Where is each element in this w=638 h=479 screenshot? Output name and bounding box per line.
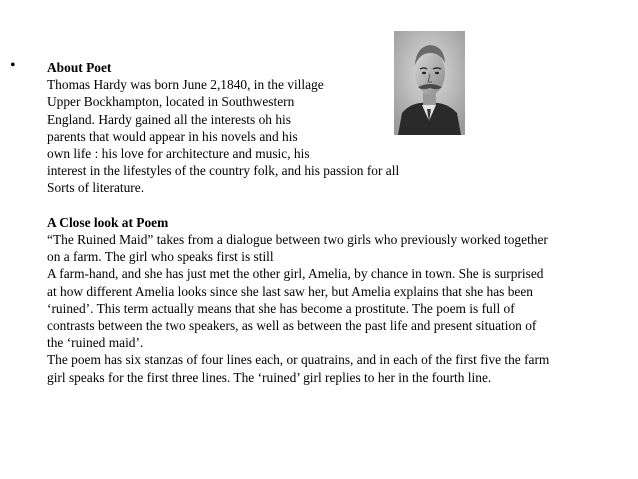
section-spacer — [47, 197, 632, 214]
poem-text-line: The poem has six stanzas of four lines each, or quatrains, and in each of the first five the farm — [47, 352, 550, 368]
poet-text-line: Thomas Hardy was born June 2,1840, in the village — [47, 77, 324, 93]
poet-text-line: England. Hardy gained all the interests oh his — [47, 111, 291, 127]
portrait-left-eye — [422, 72, 426, 74]
poet-portrait-photo — [394, 31, 465, 135]
portrait-illustration — [394, 31, 465, 135]
portrait-right-eye — [435, 72, 439, 74]
bullet-point: • — [10, 57, 16, 74]
poem-text-line: girl speaks for the first three lines. The ‘ruined’ girl replies to her in the fourth line. — [47, 369, 492, 385]
slide-content — [47, 59, 632, 386]
poet-text-line: interest in the lifestyles of the country folk, and his passion for all — [47, 163, 400, 179]
poem-section-heading: A Close look at Poem — [47, 214, 169, 230]
poet-section-heading: About Poet — [47, 60, 112, 75]
poet-text-line: own life : his love for architecture and music, his — [47, 146, 310, 162]
poem-text-line: A farm-hand, and she has just met the other girl, Amelia, by chance in town. She is surprised — [47, 266, 544, 282]
poem-text-line: on a farm. The girl who speaks first is still — [47, 249, 274, 265]
poem-text-line: contrasts between the two speakers, as well as between the past life and present situation of — [47, 318, 537, 334]
poem-text-line: the ‘ruined maid’. — [47, 335, 144, 351]
poet-text-line: Upper Bockhampton, located in Southwestern — [47, 94, 295, 110]
poem-text-line: ‘ruined’. This term actually means that she has become a prostitute. The poem is full of — [47, 300, 515, 316]
poem-text-line: “The Ruined Maid” takes from a dialogue between two girls who previously worked together — [47, 232, 548, 248]
poet-text-line: parents that would appear in his novels and his — [47, 128, 298, 144]
poet-text-line: Sorts of literature. — [47, 180, 145, 196]
poem-text-line: at how different Amelia looks since she last saw her, but Amelia explains that she has been — [47, 283, 533, 299]
